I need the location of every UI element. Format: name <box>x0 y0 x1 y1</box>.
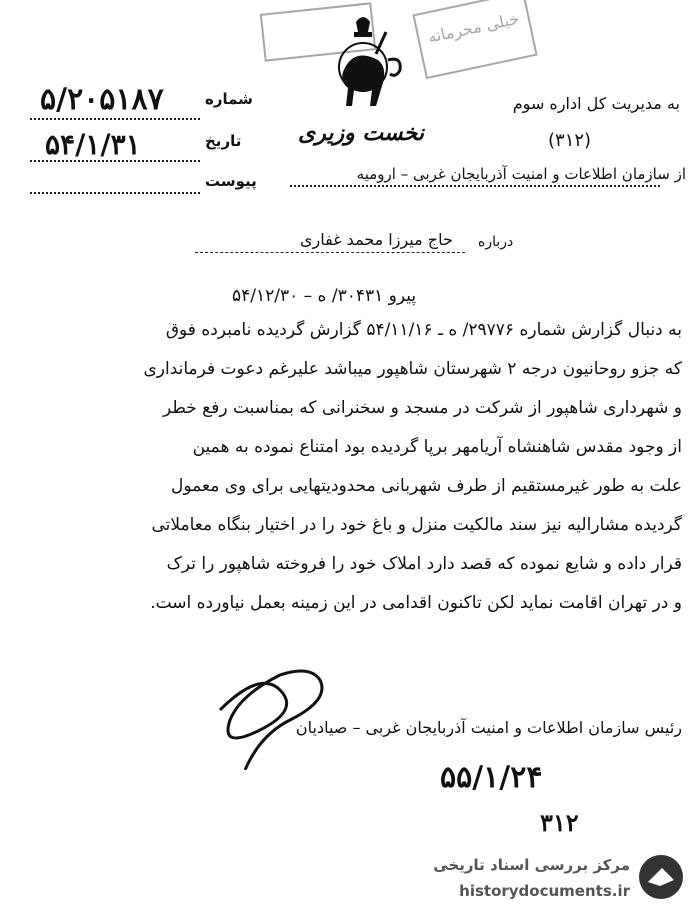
body-line: از وجود مقدس شاهنشاه آریامهر برپا گردیده بود امتناع نموده به همین <box>192 437 682 457</box>
number-field <box>30 118 200 120</box>
body-line: گردیده مشارالیه نیز سند مالکیت منزل و باغ خود را در اختیار بنگاه معاملاتی <box>151 515 682 535</box>
body-line: به دنبال گزارش شماره ۲۹۷۷۶/ ه ـ ۵۴/۱۱/۱۶ گزارش گردیده نامبرده فوق <box>165 320 682 340</box>
subject-underline <box>195 252 465 253</box>
watermark <box>410 848 690 908</box>
subject-value: حاج میرزا محمد غفاری <box>300 230 453 249</box>
reference-code: (۳۱۲) <box>548 130 592 151</box>
watermark-url: historydocuments.ir <box>459 882 630 900</box>
body-line: علت به طور غیرمستقیم از طرف شهربانی محدودیتهایی برای وی معمول <box>171 476 682 496</box>
body-line: و در تهران اقامت نماید لکن تاکنون اقدامی در این زمینه بعمل نیاورده است. <box>150 593 682 613</box>
handwritten-initials: ۳۱۲ <box>540 808 579 837</box>
date-label: تاریخ <box>205 132 242 150</box>
signatory-title: رئیس سازمان اطلاعات و امنیت آذربایجان غربی – صیادیان <box>295 718 682 737</box>
archive-logo-icon <box>636 852 686 902</box>
from-line: از سازمان اطلاعات و امنیت آذربایجان غربی – ارومیه <box>356 165 686 183</box>
body-line: قرار داده و شایع نموده که قصد دارد املاک خود را فروخته شاهپور را ترک <box>166 554 682 574</box>
stamp-text: خیلی محرمانه <box>426 8 521 47</box>
body-line: و شهرداری شاهپور از شرکت در مسجد و سخنرانی که بمناسبت رفع خطر <box>162 398 682 418</box>
watermark-org: مرکز بررسی اسناد تاریخی <box>433 856 630 874</box>
office-title: نخست وزیری <box>298 120 424 146</box>
body-line: که جزو روحانیون درجه ۲ شهرستان شاهپور میباشد علیرغم دعوت فرمانداری <box>143 359 682 379</box>
number-label: شماره <box>205 90 253 108</box>
reference-line: پیرو ۳۰۴۳۱/ ه – ۵۴/۱۲/۳۰ <box>232 286 417 306</box>
classification-stamp-2 <box>412 0 537 79</box>
attachment-label: پیوست <box>205 172 257 190</box>
signature-scribble-icon <box>200 650 350 770</box>
to-line: به مدیریت کل اداره سوم <box>512 94 680 113</box>
letter-body <box>30 320 682 632</box>
number-value: ۵/۲۰۵۱۸۷ <box>40 82 164 117</box>
lion-and-sun-emblem-icon <box>318 12 408 122</box>
from-underline <box>290 185 660 187</box>
subject-label: درباره <box>478 234 514 250</box>
handwritten-date-note: ۵۵/۱/۲۴ <box>440 760 543 795</box>
attachment-field <box>30 192 200 194</box>
date-value: ۵۴/۱/۳۱ <box>45 128 141 161</box>
